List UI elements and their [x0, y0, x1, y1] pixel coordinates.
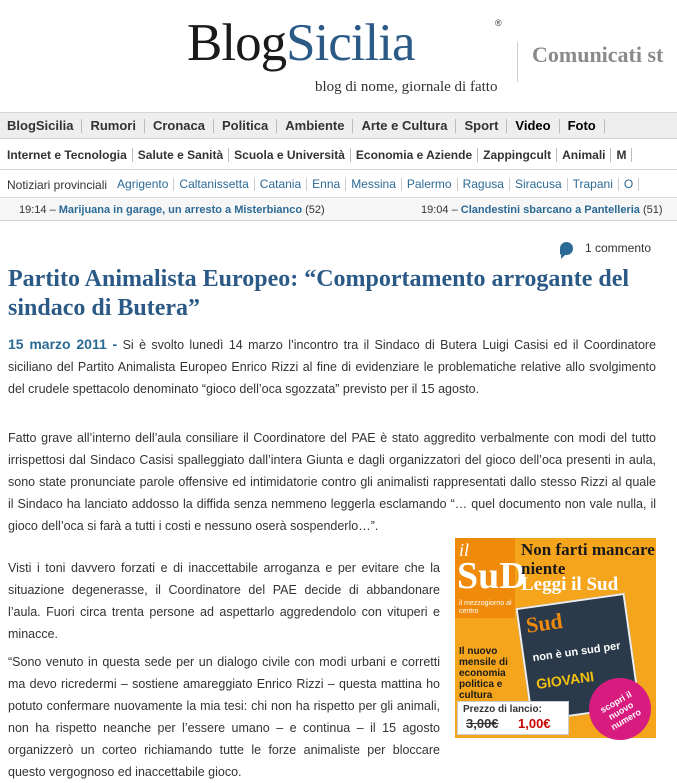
ad-logo-subtitle: il mezzogiorno al centro [459, 600, 512, 615]
ad-price-box [457, 701, 569, 735]
nav-zappingcult[interactable]: Zappingcult [478, 148, 557, 162]
ticker-sep: – [46, 204, 59, 216]
main-nav [0, 112, 677, 139]
local-link-agrigento[interactable]: Agrigento [112, 178, 174, 191]
ticker-time: 19:04 [421, 204, 449, 216]
ticker-headline[interactable]: Marijuana in garage, un arresto a Misterbianco [58, 204, 303, 216]
price-label: Prezzo di lancio: [463, 704, 542, 715]
registered-mark: ® [495, 18, 501, 28]
mag-cover-giovani: GIOVANI [535, 668, 595, 692]
new-price: 1,00€ [518, 716, 551, 731]
nav-more[interactable]: M [611, 148, 632, 162]
nav-video[interactable]: Video [507, 119, 559, 133]
ticker-comment-count: (51) [642, 204, 663, 216]
article-paragraph: Fatto grave all’interno dell’aula consiliare il Coordinatore del PAE è stato aggredito verbalmente con modi del tutto irrispettosi dal Sindaco Casisi spalleggiato dall’intera Giunta e dagli organizzatori del gioco dell’oca presenti in aula, sono state pronunciate parole offensive ed intimidatorie contro gli animalisti rappresentati dallo stesso Rizzi al quale il Sindaco ha lanciato addosso la diffida senza nemmeno leggerla esclamando “… quel documento non vale nulla, il gioco dell’oca si farà a tutti i costi e nessuno oserà sospenderlo…”. [8, 431, 656, 533]
header-divider [517, 42, 518, 82]
discover-badge[interactable]: scopri il nuovo numero [578, 667, 663, 752]
nav-internet-tecnologia[interactable]: Internet e Tecnologia [0, 148, 133, 162]
article-title[interactable]: Partito Animalista Europeo: “Comportamento arrogante del sindaco di Butera” [8, 266, 630, 321]
local-link-catania[interactable]: Catania [255, 178, 307, 191]
ad-logo-il: il [459, 540, 470, 560]
paragraph-text: Si è svolto lunedì 14 marzo l’incontro tra il Sindaco di Butera Luigi Casisi ed il Coordinatore siciliano del Partito Animalista Europeo Enrico Rizzi al fine di evidenziare le problematiche relative allo svolgimento del crudele spettacolo denominato “gioco dell’oca sgozzata” previsto per il 15 agosto. [8, 338, 657, 396]
nav-cronaca[interactable]: Cronaca [145, 119, 214, 133]
ticker-item[interactable] [421, 204, 663, 216]
local-link-caltanissetta[interactable]: Caltanissetta [174, 178, 254, 191]
site-logo[interactable] [187, 14, 501, 72]
nav-foto[interactable]: Foto [560, 119, 605, 133]
logo-blog-text: Blog [187, 14, 287, 72]
old-price: 3,00€ [466, 716, 499, 731]
article-paragraph: Visti i toni davvero forzati e di inaccettabile arroganza e per evitare che la situazione degenerasse, il Coordinatore del PAE decide di abbandonare l’aula. Fuori circa trenta persone ad aspettarlo aggredendolo con vituperi e minacce. [8, 561, 440, 641]
site-header [0, 0, 677, 112]
local-link-enna[interactable]: Enna [307, 178, 346, 191]
article-paragraph [8, 333, 656, 400]
comments-count[interactable]: 1 commento [585, 241, 652, 255]
nav-arte-e-cultura[interactable]: Arte e Cultura [353, 119, 456, 133]
article-date: 15 marzo 2011 - [8, 336, 118, 352]
mag-title: Sud [524, 607, 565, 638]
ticker-comment-count: (52) [305, 204, 325, 216]
nav-blogsicilia[interactable]: BlogSicilia [0, 119, 82, 133]
ticker-headline[interactable]: Clandestini sbarcano a Pantelleria [460, 204, 640, 216]
mag-cover-line: non è un sud per [531, 640, 622, 665]
comunicati-link[interactable]: Comunicati st [532, 42, 664, 67]
local-link-messina[interactable]: Messina [346, 178, 402, 191]
ticker-item[interactable] [19, 204, 325, 216]
nav-economia-aziende[interactable]: Economia e Aziende [351, 148, 478, 162]
ad-description: Il nuovo mensile di economia politica e cultura [459, 646, 508, 701]
local-link-other[interactable]: O [619, 178, 639, 191]
nav-rumori[interactable]: Rumori [82, 119, 145, 133]
sub-nav [0, 140, 677, 170]
nav-ambiente[interactable]: Ambiente [277, 119, 353, 133]
il-sud-logo [455, 538, 527, 618]
ad-logo-sud: SuD [457, 555, 527, 597]
local-news-nav [0, 172, 677, 198]
comments-link[interactable] [560, 241, 651, 255]
logo-sicilia-text: Sicilia [286, 14, 415, 72]
nav-animali[interactable]: Animali [557, 148, 611, 162]
ticker-time: 19:14 [19, 204, 47, 216]
local-link-trapani[interactable]: Trapani [568, 178, 619, 191]
nav-politica[interactable]: Politica [214, 119, 277, 133]
ticker-sep: – [448, 204, 461, 216]
local-link-palermo[interactable]: Palermo [402, 178, 458, 191]
ad-call-to-action: Leggi il Sud [521, 574, 619, 595]
nav-salute-sanita[interactable]: Salute e Sanità [133, 148, 229, 162]
comment-bubble-icon [560, 242, 573, 255]
nav-scuola-universita[interactable]: Scuola e Università [229, 148, 351, 162]
local-link-ragusa[interactable]: Ragusa [458, 178, 510, 191]
article-paragraph: “Sono venuto in questa sede per un dialogo civile con modi urbani e corretti ma devo ricredermi – sostiene amareggiato Enrico Rizzi – questa mattina ho potuto confermare nuovamente la mia tesi: chi non ha rispetto per gli animali, non ha rispetto neanche per l’essere umano – e continua – il 15 agosto organizzerò un corteo richiamando tutte le forze animaliste per bloccare questo vergognoso ed inaccettabile gioco. [8, 655, 440, 779]
il-sud-advertisement[interactable] [455, 538, 656, 738]
ad-headline: Non farti mancare niente [521, 540, 655, 578]
site-tagline: blog di nome, giornale di fatto [315, 79, 498, 95]
local-link-siracusa[interactable]: Siracusa [510, 178, 568, 191]
nav-sport[interactable]: Sport [456, 119, 507, 133]
news-ticker [0, 199, 677, 221]
local-news-label: Notiziari provinciali [7, 177, 108, 192]
